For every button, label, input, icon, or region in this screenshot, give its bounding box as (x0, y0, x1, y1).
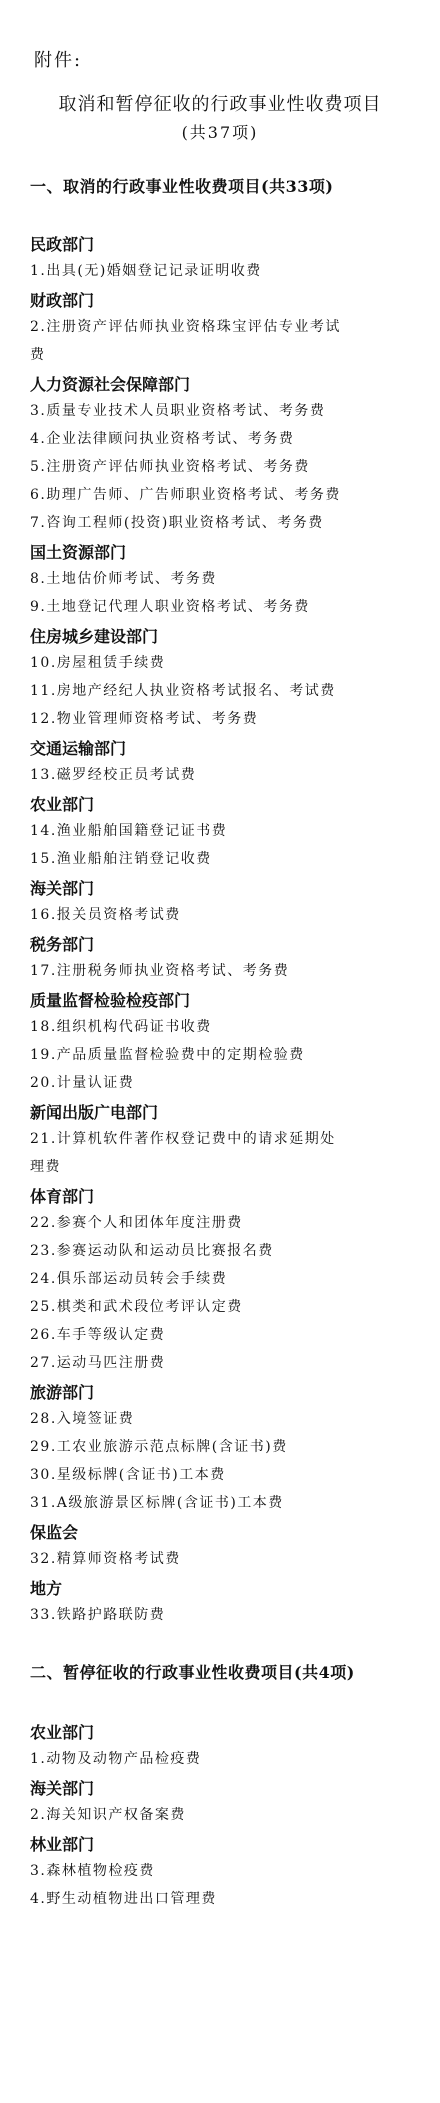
fee-item: 30.星级标牌(含证书)工本费 (30, 1467, 226, 1483)
fee-item: 15.渔业船舶注销登记收费 (30, 851, 212, 867)
dept-heading: 林业部门 (30, 1835, 95, 1854)
fee-item: 11.房地产经纪人执业资格考试报名、考试费 (30, 683, 336, 699)
fee-item: 3.森林植物检疫费 (30, 1863, 155, 1879)
dept-heading: 海关部门 (30, 1779, 95, 1798)
dept-heading: 地方 (30, 1579, 63, 1598)
fee-item: 24.俱乐部运动员转会手续费 (30, 1271, 228, 1287)
fee-item: 1.动物及动物产品检疫费 (30, 1751, 202, 1767)
attachment-label: 附件: (34, 50, 83, 71)
dept-heading: 财政部门 (30, 291, 95, 310)
fee-item: 19.产品质量监督检验费中的定期检验费 (30, 1047, 305, 1063)
fee-item: 14.渔业船舶国籍登记证书费 (30, 823, 228, 839)
fee-item: 33.铁路护路联防费 (30, 1607, 166, 1623)
fee-item: 2.注册资产评估师执业资格珠宝评估专业考试 (30, 319, 341, 335)
dept-heading: 国土资源部门 (30, 543, 127, 562)
dept-heading: 新闻出版广电部门 (30, 1103, 159, 1122)
dept-heading: 保监会 (30, 1523, 79, 1542)
fee-item: 28.入境签证费 (30, 1411, 135, 1427)
document-subtitle: (共37项) (181, 123, 259, 142)
fee-item: 7.咨询工程师(投资)职业资格考试、考务费 (30, 515, 324, 531)
fee-item: 8.土地估价师考试、考务费 (30, 571, 217, 587)
dept-heading: 体育部门 (30, 1187, 95, 1206)
section-heading-cancelled: 一、取消的行政事业性收费项目(共33项) (30, 177, 334, 196)
fee-item: 2.海关知识产权备案费 (30, 1807, 186, 1823)
fee-item: 9.土地登记代理人职业资格考试、考务费 (30, 599, 310, 615)
fee-item: 29.工农业旅游示范点标牌(含证书)费 (30, 1439, 288, 1455)
dept-heading: 农业部门 (30, 795, 95, 814)
fee-item: 5.注册资产评估师执业资格考试、考务费 (30, 459, 310, 475)
fee-item: 23.参赛运动队和运动员比赛报名费 (30, 1243, 274, 1259)
dept-heading: 农业部门 (30, 1723, 95, 1742)
fee-item: 10.房屋租赁手续费 (30, 655, 166, 671)
fee-item-continuation: 费 (30, 347, 46, 363)
fee-item: 27.运动马匹注册费 (30, 1355, 166, 1371)
fee-item: 31.A级旅游景区标牌(含证书)工本费 (30, 1495, 284, 1511)
fee-item: 4.野生动植物进出口管理费 (30, 1891, 217, 1907)
fee-item-continuation: 理费 (30, 1159, 61, 1175)
fee-item: 26.车手等级认定费 (30, 1327, 166, 1343)
fee-item: 1.出具(无)婚姻登记记录证明收费 (30, 263, 262, 279)
fee-item: 18.组织机构代码证书收费 (30, 1019, 212, 1035)
fee-item: 20.计量认证费 (30, 1075, 135, 1091)
fee-item: 3.质量专业技术人员职业资格考试、考务费 (30, 403, 326, 419)
fee-item: 4.企业法律顾问执业资格考试、考务费 (30, 431, 295, 447)
fee-item: 12.物业管理师资格考试、考务费 (30, 711, 259, 727)
dept-heading: 民政部门 (30, 235, 95, 254)
dept-heading: 质量监督检验检疫部门 (30, 991, 191, 1010)
document-title: 取消和暂停征收的行政事业性收费项目 (58, 94, 382, 115)
fee-item: 32.精算师资格考试费 (30, 1551, 181, 1567)
dept-heading: 税务部门 (30, 935, 95, 954)
fee-item: 25.棋类和武术段位考评认定费 (30, 1299, 243, 1315)
fee-item: 17.注册税务师执业资格考试、考务费 (30, 963, 290, 979)
dept-heading: 住房城乡建设部门 (30, 627, 159, 646)
fee-item: 6.助理广告师、广告师职业资格考试、考务费 (30, 487, 341, 503)
fee-item: 13.磁罗经校正员考试费 (30, 767, 197, 783)
fee-item: 21.计算机软件著作权登记费中的请求延期处 (30, 1131, 336, 1147)
dept-heading: 人力资源社会保障部门 (30, 375, 191, 394)
fee-item: 16.报关员资格考试费 (30, 907, 181, 923)
dept-heading: 旅游部门 (30, 1383, 95, 1402)
section-heading-suspended: 二、暂停征收的行政事业性收费项目(共4项) (30, 1663, 355, 1682)
fee-item: 22.参赛个人和团体年度注册费 (30, 1215, 243, 1231)
dept-heading: 交通运输部门 (30, 739, 127, 758)
dept-heading: 海关部门 (30, 879, 95, 898)
